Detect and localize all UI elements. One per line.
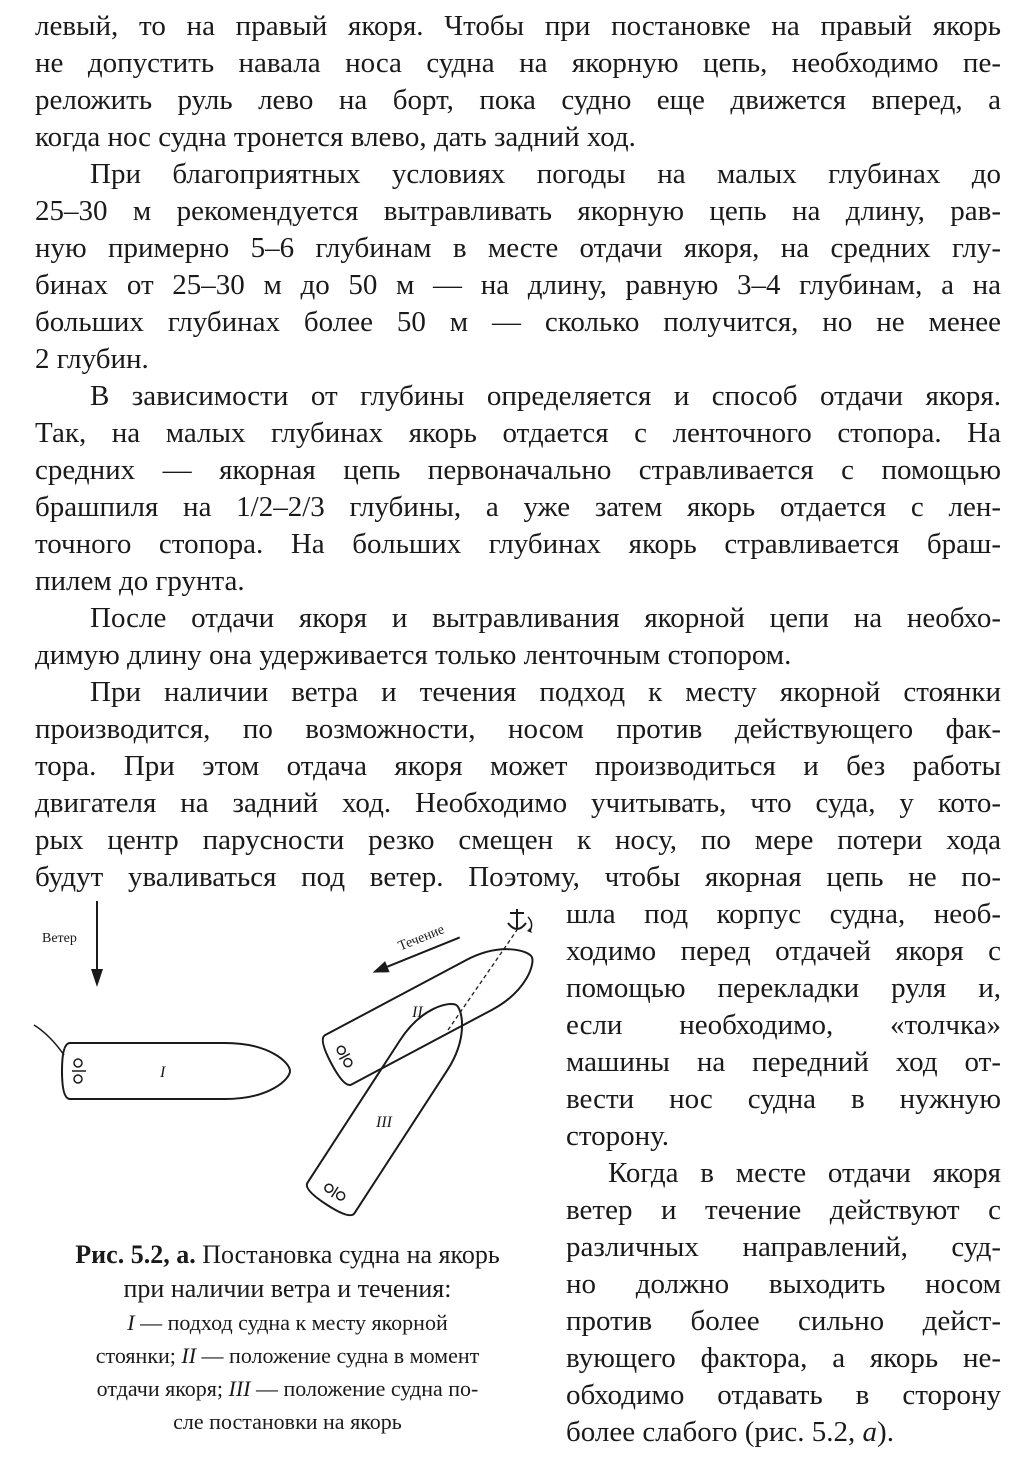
text-line: машины на передний ход от-: [566, 1046, 1001, 1078]
figure-caption-title: [20, 1238, 555, 1272]
ship-ii-label: II: [412, 1004, 423, 1021]
figure-ref-letter: а: [862, 1416, 878, 1448]
text-line: шла под корпус судна, необ-: [566, 898, 1001, 930]
text-line: средних — якорная цепь первоначально стравливается с помощью: [35, 454, 1001, 486]
text-line: точного стопора. На больших глубинах якорь стравливается браш-: [35, 528, 1001, 560]
figure-title: Постановка судна на якорь: [195, 1240, 500, 1269]
text-line: но должно выходить носом: [566, 1268, 1001, 1300]
roman-numeral: I: [127, 1310, 135, 1335]
caption-text: — положение судна по-: [250, 1376, 479, 1401]
text-line: двигателя на задний ход. Необходимо учитывать, что суда, у кото-: [35, 787, 1001, 819]
text-line: вующего фактора, а якорь не-: [566, 1342, 1001, 1374]
text-line: ную примерно 5–6 глубинам в месте отдачи якоря, на средних глу-: [35, 232, 1001, 264]
propeller-icon: [72, 1059, 86, 1083]
text-line: При благоприятных условиях погоды на малых глубинах до: [90, 158, 1001, 190]
ship-iii-label: III: [376, 1114, 392, 1131]
text-line: сторону.: [566, 1120, 670, 1152]
text-line: пилем до грунта.: [35, 565, 245, 597]
roman-numeral: III: [228, 1376, 251, 1401]
current-label: Течение: [396, 922, 447, 955]
caption-text: стоянки;: [95, 1343, 182, 1368]
text-line: обходимо отдавать в сторону: [566, 1379, 1001, 1411]
text-line: ветер и течение действуют с: [566, 1194, 1001, 1226]
text-line: будут уваливаться под ветер. Поэтому, чтобы якорная цепь не по-: [35, 861, 1001, 893]
text-line: производится, по возможности, носом против действующего фак-: [35, 713, 1001, 745]
text-line: когда нос судна тронется влево, дать задний ход.: [35, 121, 636, 153]
ship-i-hull: [62, 1043, 290, 1099]
text-line: В зависимости от глубины определяется и способ отдачи якоря.: [90, 380, 1001, 412]
text-line: ходимо перед отдачей якоря с: [566, 935, 1001, 967]
caption-line: сле постановки на якорь: [173, 1409, 402, 1434]
wind-arrowhead: [91, 969, 103, 987]
text-line: помощью перекладки руля и,: [566, 972, 1001, 1004]
caption-line: [20, 1372, 555, 1405]
text-line: если необходимо, «толчка»: [566, 1009, 1001, 1041]
last-line-end: ).: [877, 1416, 894, 1448]
last-line-text: более слабого (рис. 5.2,: [566, 1416, 863, 1448]
caption-line: [20, 1339, 555, 1372]
current-arrowhead: [370, 961, 389, 978]
caption-text: — подход судна к месту якорной: [134, 1310, 448, 1335]
ship-iii-hull: [303, 990, 480, 1220]
ship-i-label: I: [160, 1064, 166, 1081]
ship-iii: [303, 990, 480, 1220]
text-line: различных направлений, суд-: [566, 1231, 1001, 1263]
text-line: бинах от 25–30 м до 50 м — на длину, равную 3–4 глубинам, а на: [35, 269, 1001, 301]
anchoring-figure: [20, 895, 555, 1225]
propeller-icon: [322, 1181, 347, 1203]
text-line-last: [566, 1414, 1001, 1451]
text-line: 25–30 м рекомендуется вытравливать якорную цепь на длину, рав-: [35, 195, 1001, 227]
text-line: Когда в месте отдачи якоря: [608, 1157, 1001, 1189]
wind-label: Ветер: [42, 931, 77, 946]
caption-text: — положение судна в момент: [196, 1343, 480, 1368]
text-line: вести нос судна в нужную: [566, 1083, 1001, 1115]
caption-text: отдачи якоря;: [96, 1376, 229, 1401]
text-line: брашпиля на 1/2–2/3 глубины, а уже затем якорь отдается с лен-: [35, 491, 1001, 523]
propeller-icon: [334, 1044, 355, 1069]
caption-line: [20, 1306, 555, 1339]
text-line: против более сильно дейст-: [566, 1305, 1001, 1337]
text-line: димую длину она удерживается только ленточным стопором.: [35, 639, 792, 671]
text-line: рых центр парусности резко смещен к носу, по мере потери хода: [35, 824, 1001, 856]
text-line: не допустить навала носа судна на якорную цепь, необходимо пе-: [35, 47, 1001, 79]
roman-numeral: II: [181, 1343, 197, 1368]
text-line: тора. При этом отдача якоря может производиться и без работы: [35, 750, 1001, 782]
text-line: реложить руль лево на борт, пока судно еще движется вперед, а: [35, 84, 1001, 116]
anchoring-diagram: [20, 895, 555, 1225]
ship-i-wake: [34, 1025, 64, 1055]
text-line: 2 глубин.: [35, 343, 149, 375]
text-line: больших глубинах более 50 м — сколько получится, но не менее: [35, 306, 1001, 338]
text-line: левый, то на правый якоря. Чтобы при постановке на правый якорь: [35, 10, 1001, 42]
anchor-icon: [508, 909, 532, 933]
text-line: При наличии ветра и течения подход к месту якорной стоянки: [90, 676, 1001, 708]
figure-number: Рис. 5.2, а.: [75, 1240, 196, 1269]
text-line: Так, на малых глубинах якорь отдается с ленточного стопора. На: [35, 417, 1001, 449]
figure-caption-title-line2: при наличии ветра и течения:: [123, 1274, 452, 1303]
text-line: После отдачи якоря и вытравливания якорной цепи на необхо-: [90, 602, 1001, 634]
